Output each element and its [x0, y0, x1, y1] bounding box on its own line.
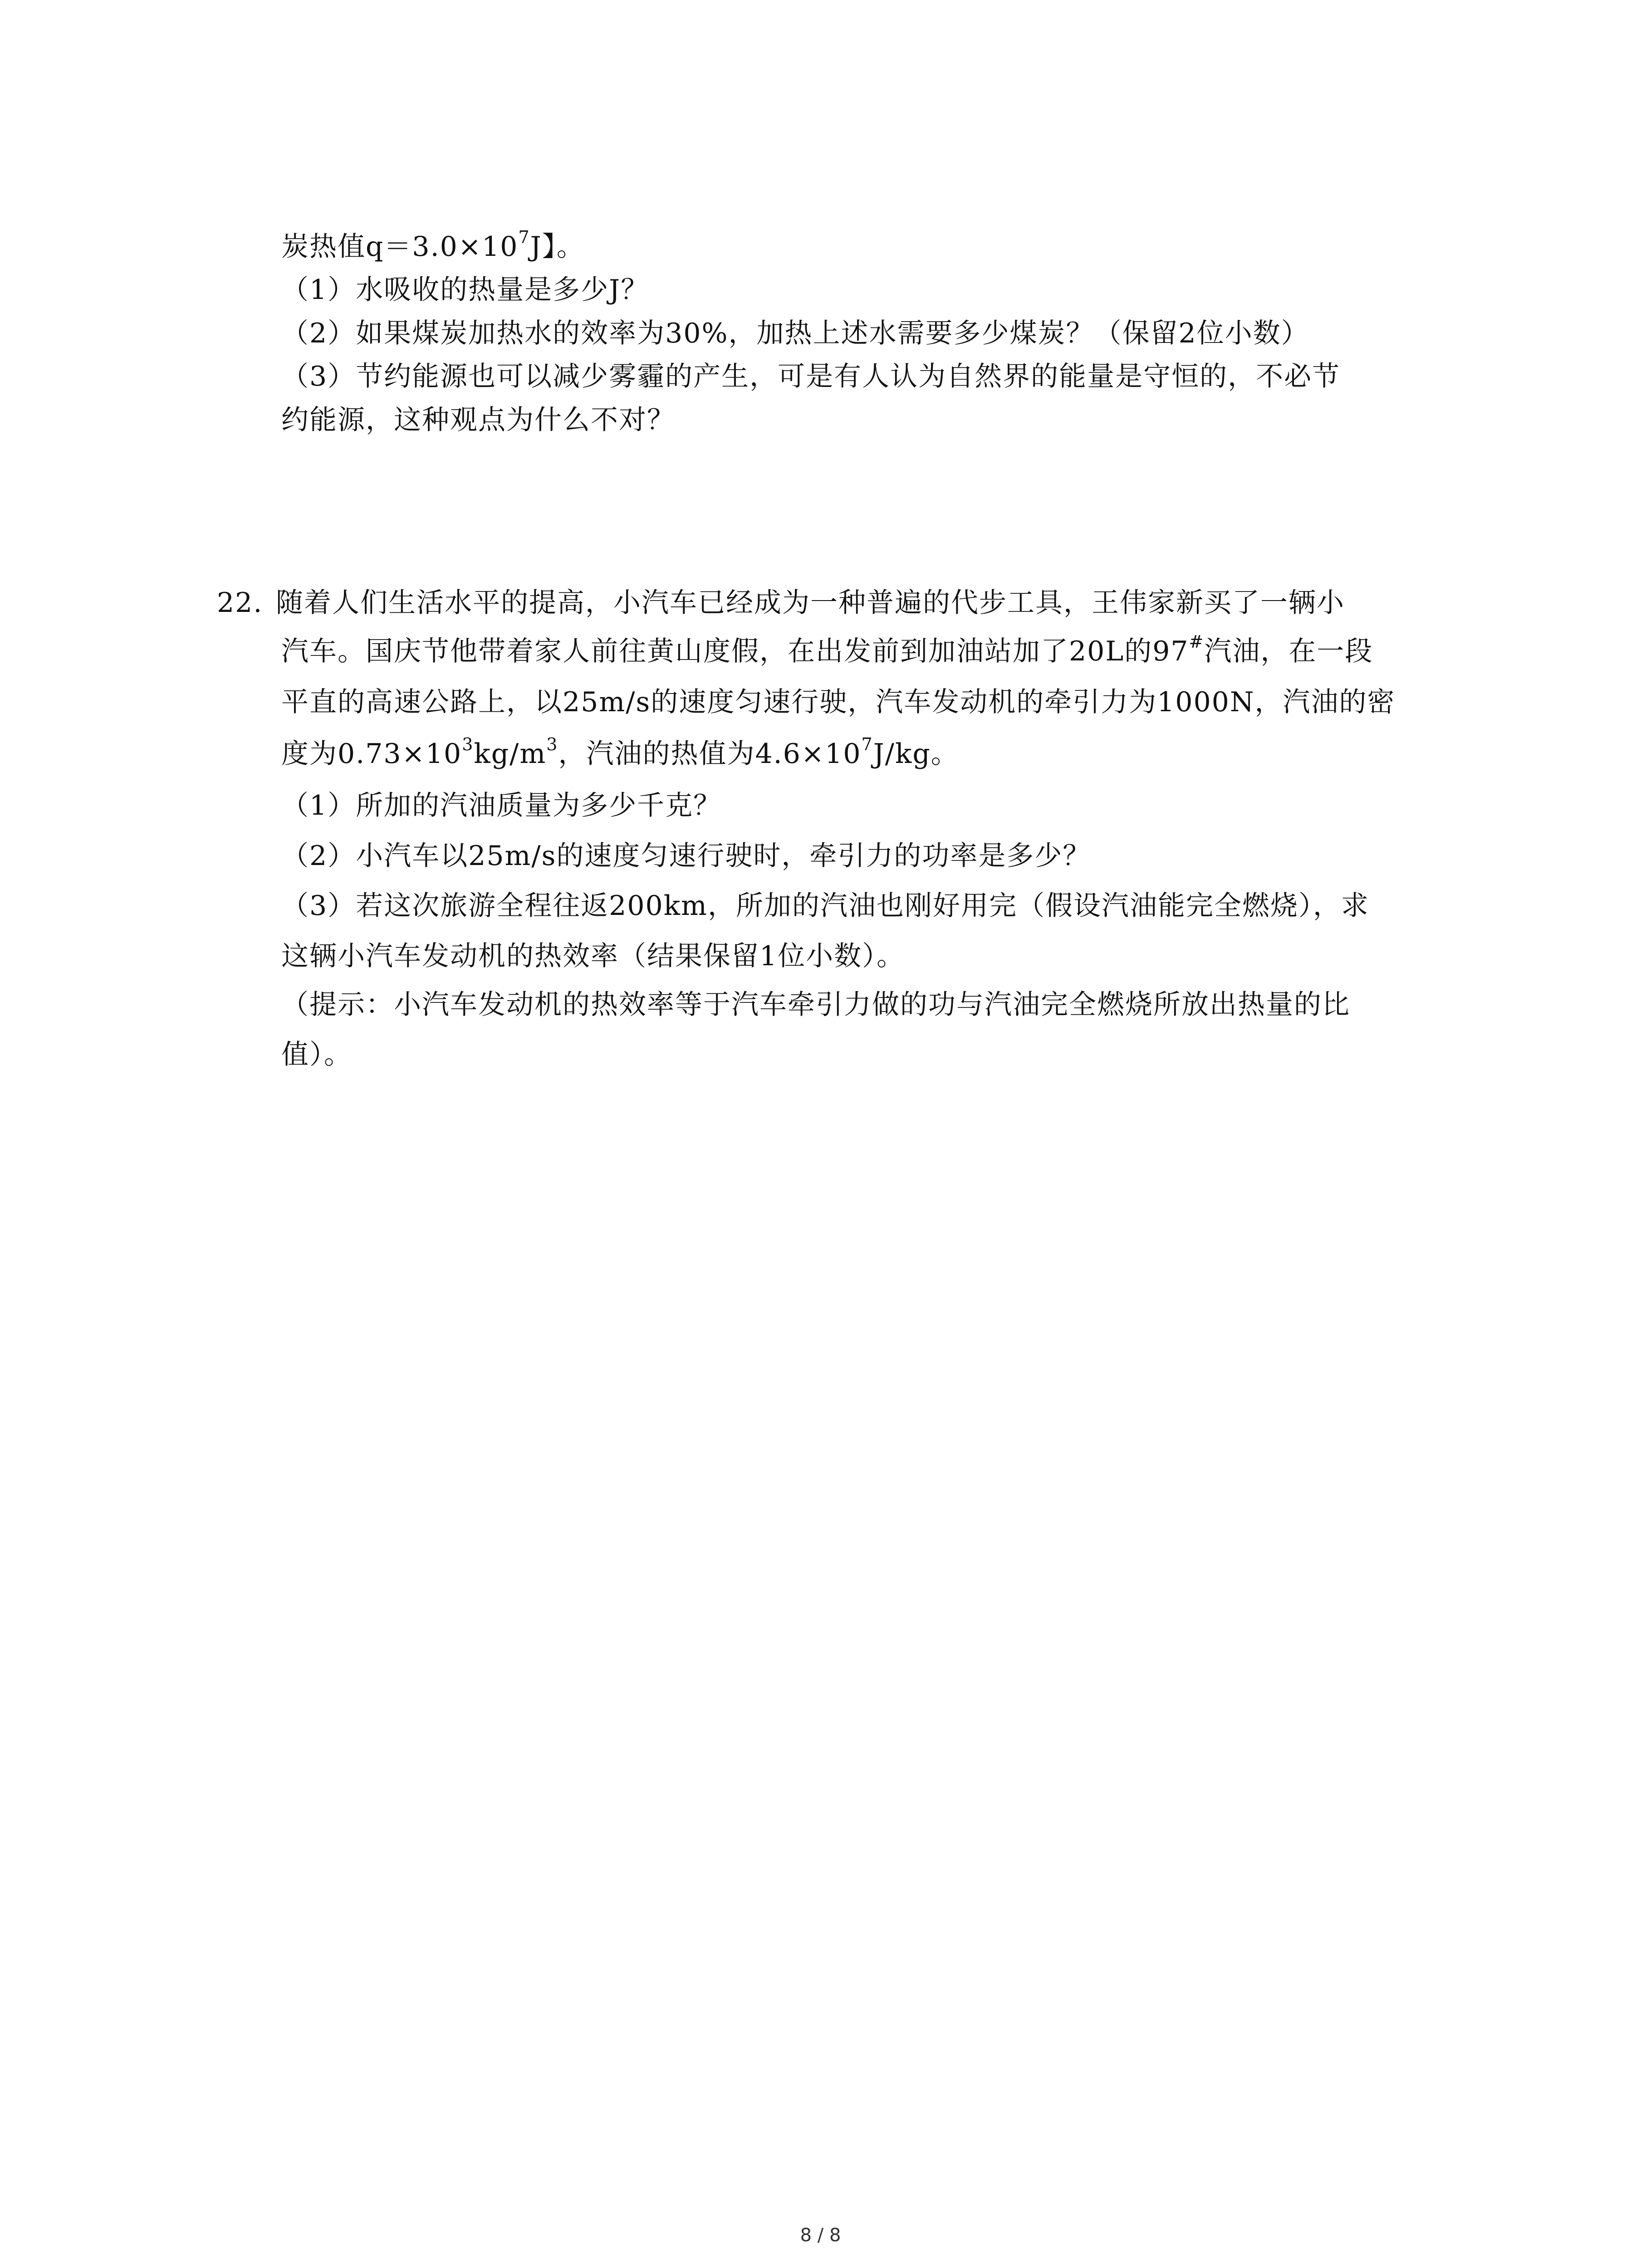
text-segment: 汽油，在一段 — [1204, 635, 1373, 667]
superscript: 3 — [546, 734, 558, 754]
subquestion-2: （2）如果煤炭加热水的效率为30%，加热上述水需要多少煤炭？（保留2位小数） — [281, 318, 1309, 349]
question-22-hint-line-1: （提示：小汽车发动机的热效率等于汽车牵引力做的功与汽油完全燃烧所放出热量的比 — [281, 989, 1350, 1021]
subquestion-3-line-1: （3）节约能源也可以减少雾霾的产生，可是有人认为自然界的能量是守恒的，不必节 — [281, 361, 1341, 392]
text-segment: 炭热值q＝3.0×10 — [281, 231, 519, 263]
question-22-sub-3-line-1: （3）若这次旅游全程往返200km，所加的汽油也刚好用完（假设汽油能完全燃烧），求 — [281, 890, 1369, 922]
superscript: 7 — [518, 227, 530, 247]
superscript: 7 — [861, 734, 873, 754]
superscript: 3 — [462, 734, 474, 754]
superscript: # — [1189, 632, 1205, 652]
coal-heat-value-line — [281, 227, 585, 263]
text-segment: kg/m — [474, 738, 547, 770]
question-22-line-1: 随着人们生活水平的提高，小汽车已经成为一种普遍的代步工具，王伟家新买了一辆小 — [276, 587, 1345, 619]
question-22-sub-2: （2）小汽车以25m/s的速度匀速行驶时，牵引力的功率是多少？ — [281, 840, 1091, 872]
page-number: 8 / 8 — [800, 2225, 841, 2246]
subquestion-1: （1）水吸收的热量是多少J？ — [281, 274, 649, 306]
question-22-sub-1: （1）所加的汽油质量为多少千克？ — [281, 790, 722, 821]
text-segment: J】。 — [530, 231, 585, 263]
question-22-line-2 — [281, 632, 1373, 668]
question-22-line-3: 平直的高速公路上，以25m/s的速度匀速行驶，汽车发动机的牵引力为1000N，汽油的密 — [281, 686, 1396, 718]
text-segment: J/kg。 — [873, 738, 959, 770]
question-number: 22. — [217, 587, 263, 619]
question-22-sub-3-line-2: 这辆小汽车发动机的热效率（结果保留1位小数）。 — [281, 940, 905, 972]
subquestion-3-line-2: 约能源，这种观点为什么不对？ — [281, 404, 675, 436]
question-22-hint-line-2: 值）。 — [281, 1039, 352, 1070]
question-22-line-4 — [281, 734, 959, 770]
text-segment: 度为0.73×10 — [281, 738, 462, 770]
text-segment: 汽车。国庆节他带着家人前往黄山度假，在出发前到加油站加了20L的97 — [281, 635, 1189, 667]
text-segment: ，汽油的热值为4.6×10 — [558, 738, 862, 770]
